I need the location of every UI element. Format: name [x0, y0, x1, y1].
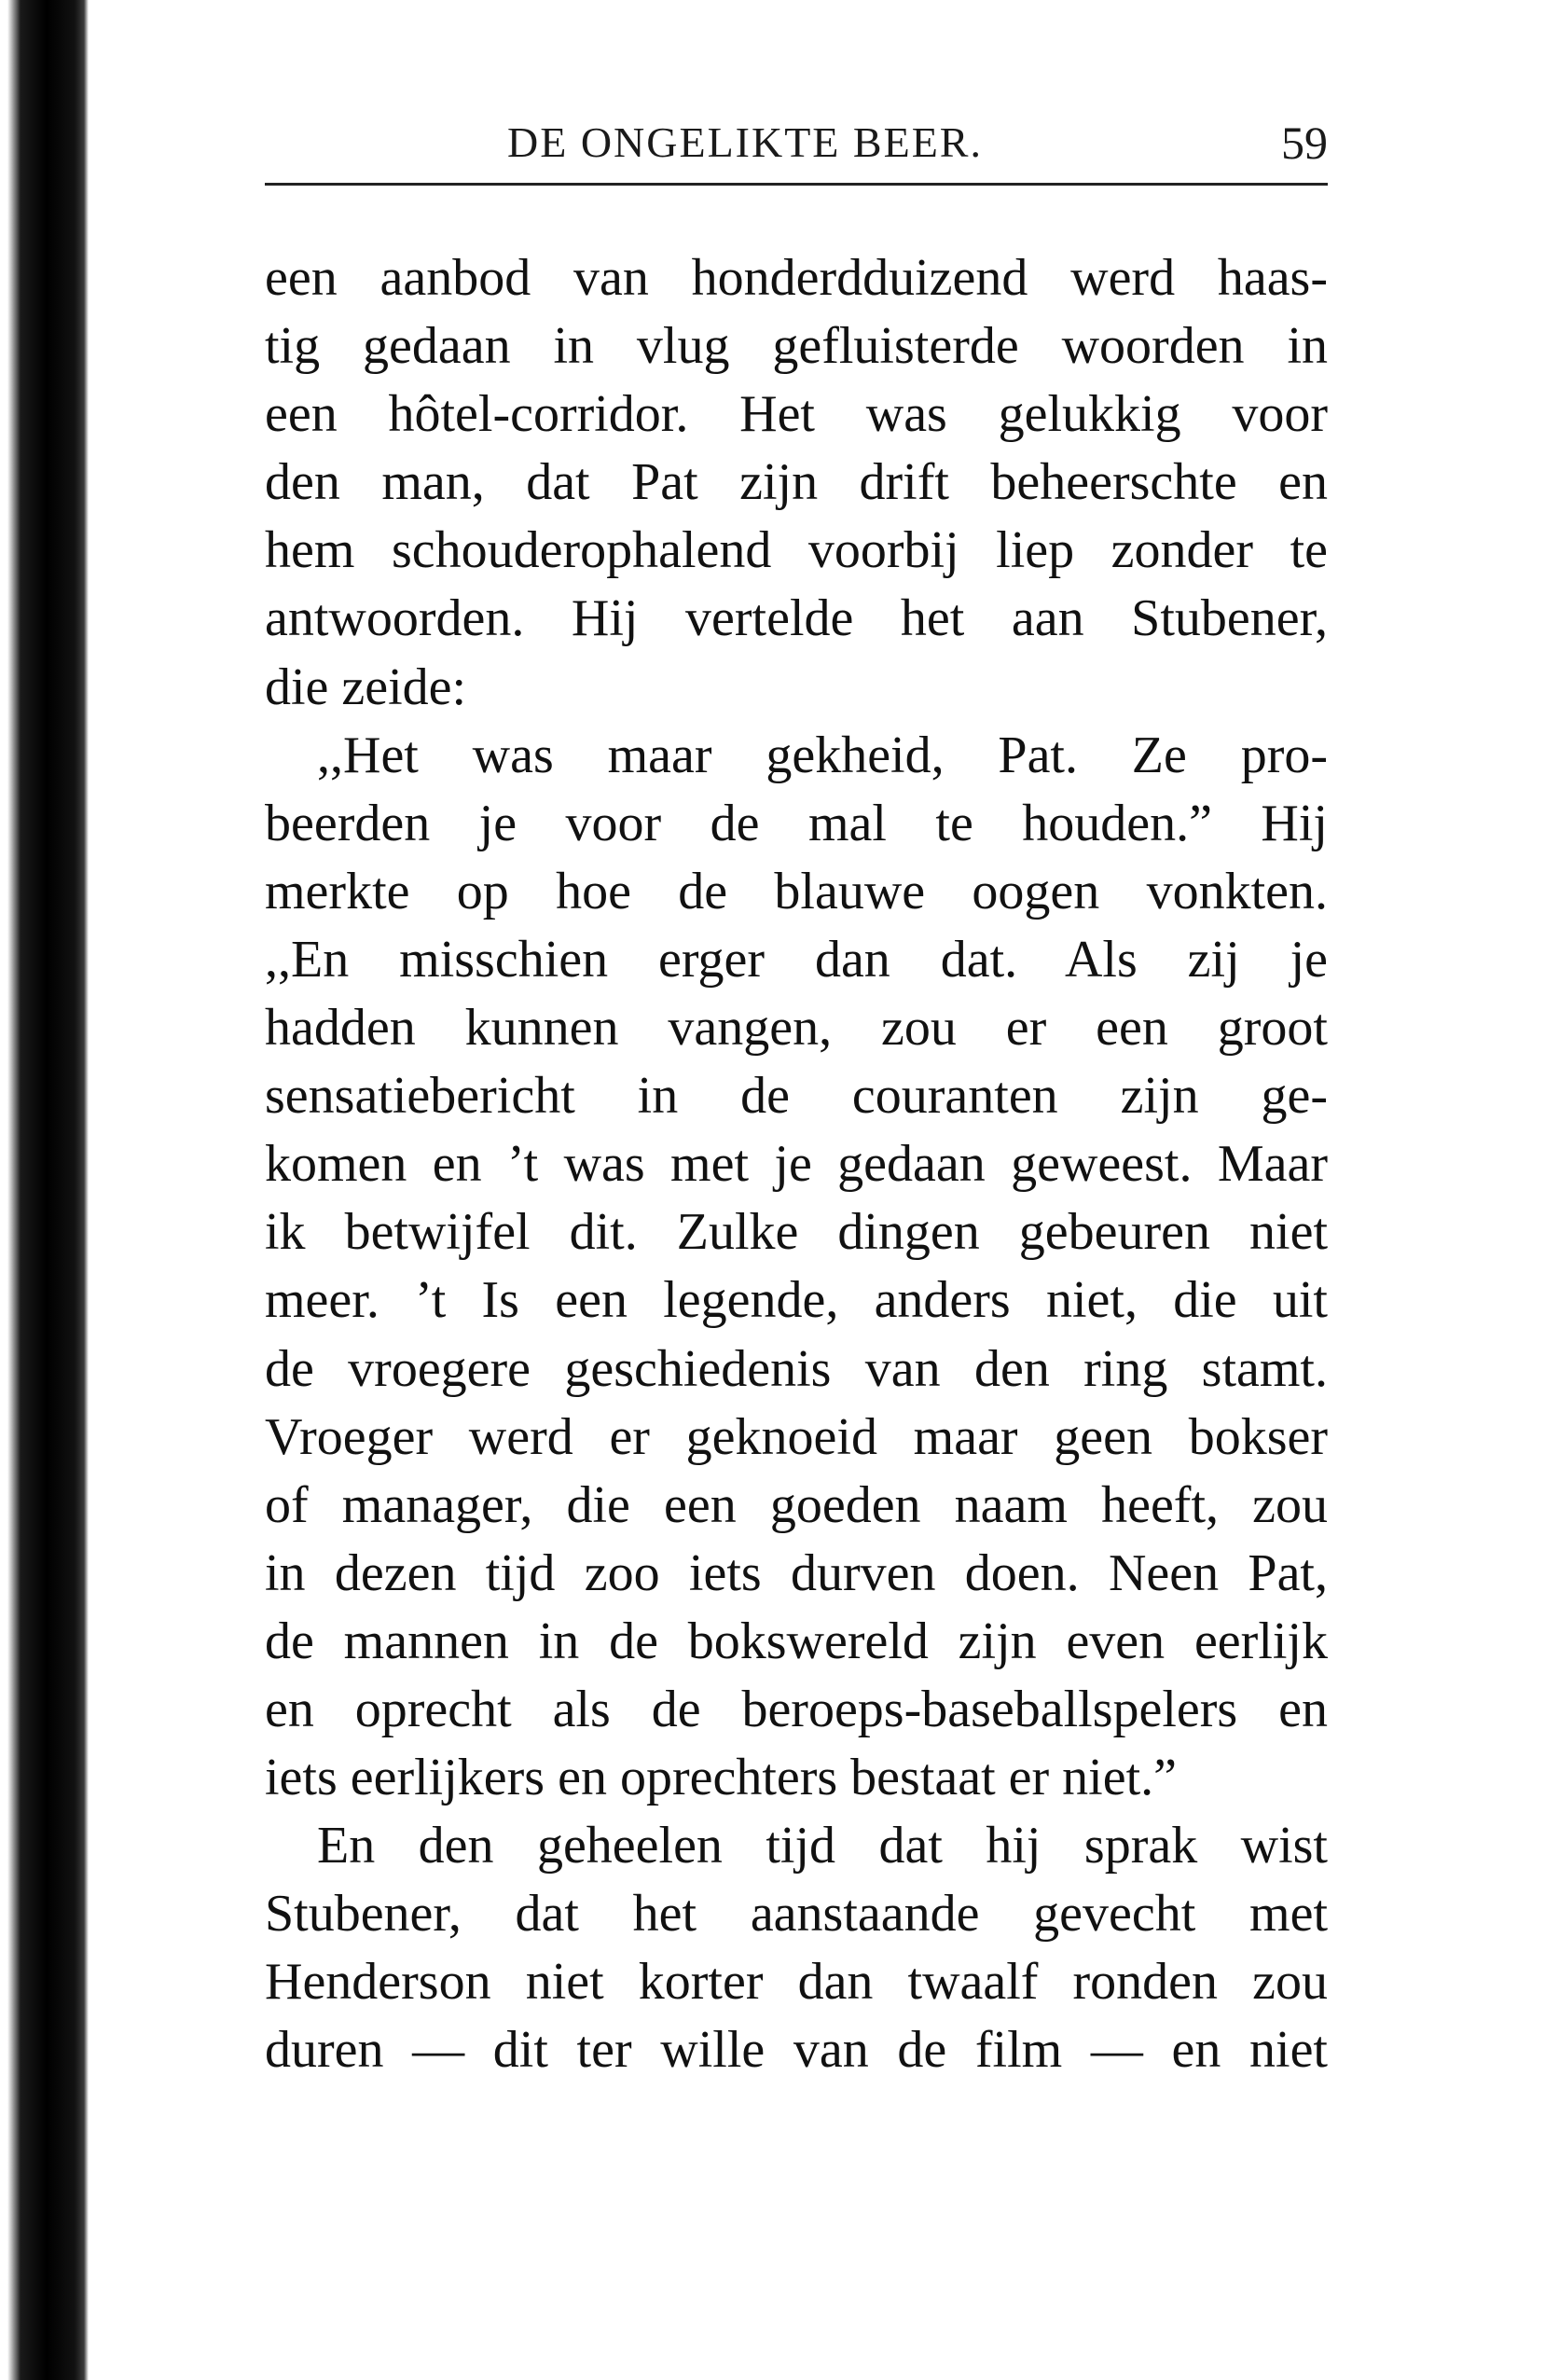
text-line: meer. ’t Is een legende, anders niet, die uit — [265, 1271, 1328, 1330]
text-line: duren — dit ter wille van de film — en niet — [265, 2021, 1328, 2080]
text-line: ik betwijfel dit. Zulke dingen gebeuren niet — [265, 1203, 1328, 1262]
body-text — [265, 244, 1328, 2085]
page-number: 59 — [1281, 117, 1328, 169]
text-line: en oprecht als de beroeps-baseballspelers en — [265, 1680, 1328, 1738]
text-line: tig gedaan in vlug gefluisterde woorden in — [265, 317, 1328, 376]
header-rule — [265, 183, 1328, 186]
text-line: Stubener, dat het aanstaande gevecht met — [265, 1885, 1328, 1944]
text-line: in dezen tijd zoo iets durven doen. Neen Pat, — [265, 1543, 1328, 1602]
text-line: merkte op hoe de blauwe oogen vonkten. — [265, 862, 1328, 920]
text-line: En den geheelen tijd dat hij sprak wist — [317, 1817, 1328, 1875]
text-line: de vroegere geschiedenis van den ring stamt. — [265, 1339, 1328, 1398]
text-line: iets eerlijkers en oprechters bestaat er niet.” — [265, 1749, 1177, 1807]
text-line: een aanbod van honderdduizend werd haas- — [265, 249, 1328, 307]
text-line: of manager, die een goeden naam heeft, zou — [265, 1475, 1328, 1534]
book-binding-edge — [0, 0, 89, 2380]
text-line: antwoorden. Hij vertelde het aan Stubener, — [265, 589, 1328, 648]
text-line: Henderson niet korter dan twaalf ronden zou — [265, 1953, 1328, 2012]
page-header — [265, 110, 1328, 185]
text-line: ,,En misschien erger dan dat. Als zij je — [265, 930, 1328, 989]
text-line: komen en ’t was met je gedaan geweest. Maar — [265, 1135, 1328, 1194]
running-title: DE ONGELIKTE BEER. — [507, 118, 983, 166]
text-line: de mannen in de bokswereld zijn even eerlijk — [265, 1612, 1328, 1670]
text-line: een hôtel-corridor. Het was gelukkig voor — [265, 385, 1328, 444]
text-line: den man, dat Pat zijn drift beheerschte en — [265, 453, 1328, 512]
text-line: sensatiebericht in de couranten zijn ge- — [265, 1067, 1328, 1126]
text-line: hadden kunnen vangen, zou er een groot — [265, 999, 1328, 1058]
text-line: Vroeger werd er geknoeid maar geen bokser — [265, 1407, 1328, 1466]
text-line: hem schouderophalend voorbij liep zonder te — [265, 521, 1328, 580]
text-line: die zeide: — [265, 657, 467, 716]
text-line: ,,Het was maar gekheid, Pat. Ze pro- — [317, 726, 1328, 784]
text-line: beerden je voor de mal te houden.” Hij — [265, 794, 1328, 852]
